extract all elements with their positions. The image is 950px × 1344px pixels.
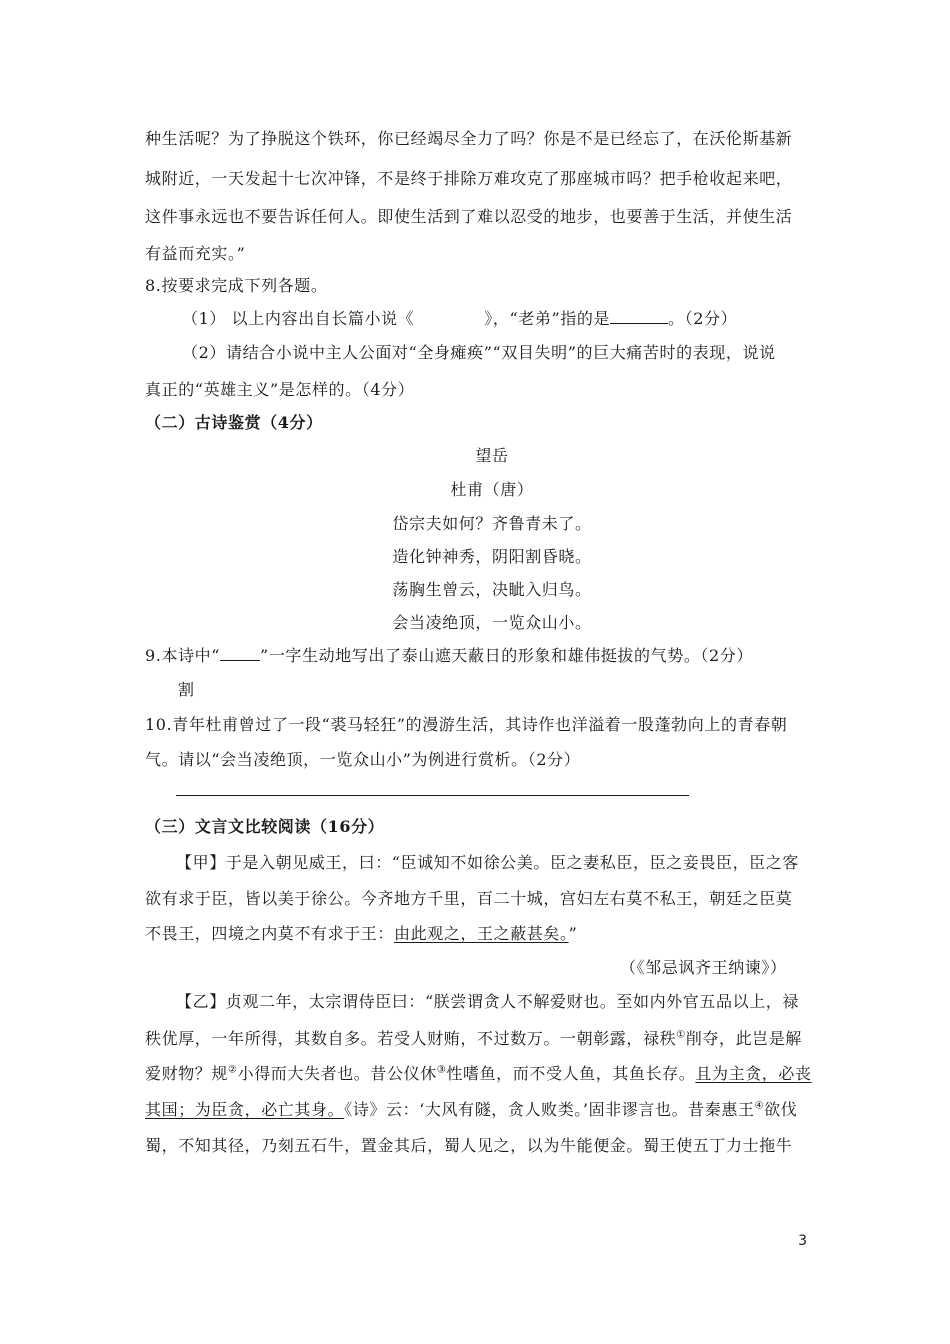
q9-answer-blank[interactable]: [220, 646, 260, 661]
question-9-answer: 割: [178, 680, 195, 699]
yi-underlined-sentence-end: 其国；为臣贪，必亡其身。: [145, 1100, 345, 1119]
poem-title: 望岳: [475, 446, 509, 465]
jia-line-3: [145, 921, 577, 944]
jia-line-2: 欲有求于臣，皆以美于徐公。今齐地方千里，百二十城，宫妇左右莫不私王，朝廷之臣莫: [145, 889, 793, 908]
yi-line-5: 蜀，不知其径，乃刻五石牛，置金其后，蜀人见之，以为牛能便金。蜀王使五丁力士拖牛: [145, 1136, 793, 1155]
passage-line-1: 种生活呢？为了挣脱这个铁环，你已经竭尽全力了吗？你是不是已经忘了，在沃伦斯基新: [145, 129, 793, 148]
question-10-line-2: 气。请以“会当凌绝顶，一览众山小”为例进行赏析。（2分）: [145, 750, 581, 769]
page-number: 3: [798, 1233, 807, 1249]
q8-part1-suffix: 。（2分）: [668, 309, 738, 328]
question-9: [145, 643, 753, 666]
section-3-heading: （三）文言文比较阅读（16分）: [145, 817, 385, 836]
yi-line-1: 【乙】贞观二年，太宗谓侍臣曰：“朕尝谓贪人不解爱财也。至如内外官五品以上，禄: [176, 992, 799, 1011]
yi-line-3-a: 爱财物？规: [145, 1064, 229, 1083]
yi-line-4-a: 《诗》云：‘大风有隧，贪人败类。’固非谬言也。昔秦惠王: [344, 1100, 755, 1119]
footnote-marker: ①: [676, 1029, 686, 1041]
q8-part1-prefix: （1） 以上内容出自长篇小说《: [182, 309, 415, 328]
passage-line-4: 有益而充实。”: [145, 244, 246, 263]
question-8-part-2-line-1: （2）请结合小说中主人公面对“全身瘫痪”“双目失明”的巨大痛苦时的表现，说说: [182, 343, 776, 362]
poem-line-3: 荡胸生曾云，决眦入归鸟。: [392, 580, 592, 599]
question-8-title: 8.按要求完成下列各题。: [145, 276, 328, 295]
passage-line-2: 城附近，一天发起十七次冲锋，不是终于排除万难攻克了那座城市吗？把手枪收起来吧，: [145, 169, 793, 188]
poem-line-1: 岱宗夫如何？齐鲁青未了。: [392, 514, 592, 533]
passage-line-3: 这件事永远也不要告诉任何人。即使生活到了难以忍受的地步，也要善于生活，并使生活: [145, 207, 793, 226]
yi-line-3-b: 小得而大失者也。昔公仪休: [237, 1064, 437, 1083]
footnote-marker: ③: [436, 1064, 447, 1076]
q8-part1-middle: 》，“老弟”指的是: [484, 309, 611, 328]
jia-source: （《邹忌讽齐王纳谏》）: [620, 958, 787, 977]
footnote-marker: ②: [228, 1064, 238, 1076]
section-2-heading: （二）古诗鉴赏（4分）: [145, 413, 323, 432]
question-8-part-1: [182, 306, 737, 329]
question-10-line-1: 10.青年杜甫曾过了一段“裘马轻狂”的漫游生活，其诗作也洋溢着一股蓬勃向上的青春朝: [145, 715, 788, 734]
question-8-part-2-line-2: 真正的“英雄主义”是怎样的。（4分）: [145, 380, 415, 399]
q9-prefix: 9.本诗中“: [145, 646, 221, 665]
yi-underlined-sentence-start: 且为主贪，必丧: [695, 1064, 812, 1083]
jia-line-1: 【甲】于是入朝见威王，曰：“臣诚知不如徐公美。臣之妻私臣，臣之妾畏臣，臣之客: [176, 853, 799, 872]
jia-closing-quote: ”: [568, 924, 578, 943]
yi-line-2: [145, 1026, 802, 1049]
jia-underlined-sentence: 由此观之，王之蔽甚矣。: [394, 924, 569, 943]
yi-line-4: [145, 1097, 797, 1120]
jia-line-3-text: 不畏王，四境之内莫不有求于王：: [145, 924, 395, 943]
yi-line-3-c: 性嗜鱼，而不受人鱼，其鱼长存。: [446, 1064, 696, 1083]
poem-author: 杜甫（唐）: [450, 480, 534, 499]
yi-line-3: [145, 1061, 812, 1084]
yi-line-2-text: 秩优厚，一年所得，其数自多。若受人财贿，不过数万。一朝彰露，禄秩: [145, 1029, 677, 1048]
q9-suffix: ”一字生动地写出了泰山遮天蔽日的形象和雄伟挺拔的气势。（2分）: [260, 646, 754, 665]
answer-line[interactable]: [176, 795, 689, 796]
poem-line-2: 造化钟神秀，阴阳割昏晓。: [392, 547, 592, 566]
yi-line-4-b: 欲伐: [764, 1100, 798, 1119]
footnote-marker: ④: [754, 1100, 765, 1112]
yi-line-2-end: 削夺，此岂是解: [685, 1029, 802, 1048]
poem-line-4: 会当凌绝顶，一览众山小。: [392, 613, 592, 632]
answer-blank[interactable]: [610, 309, 668, 324]
